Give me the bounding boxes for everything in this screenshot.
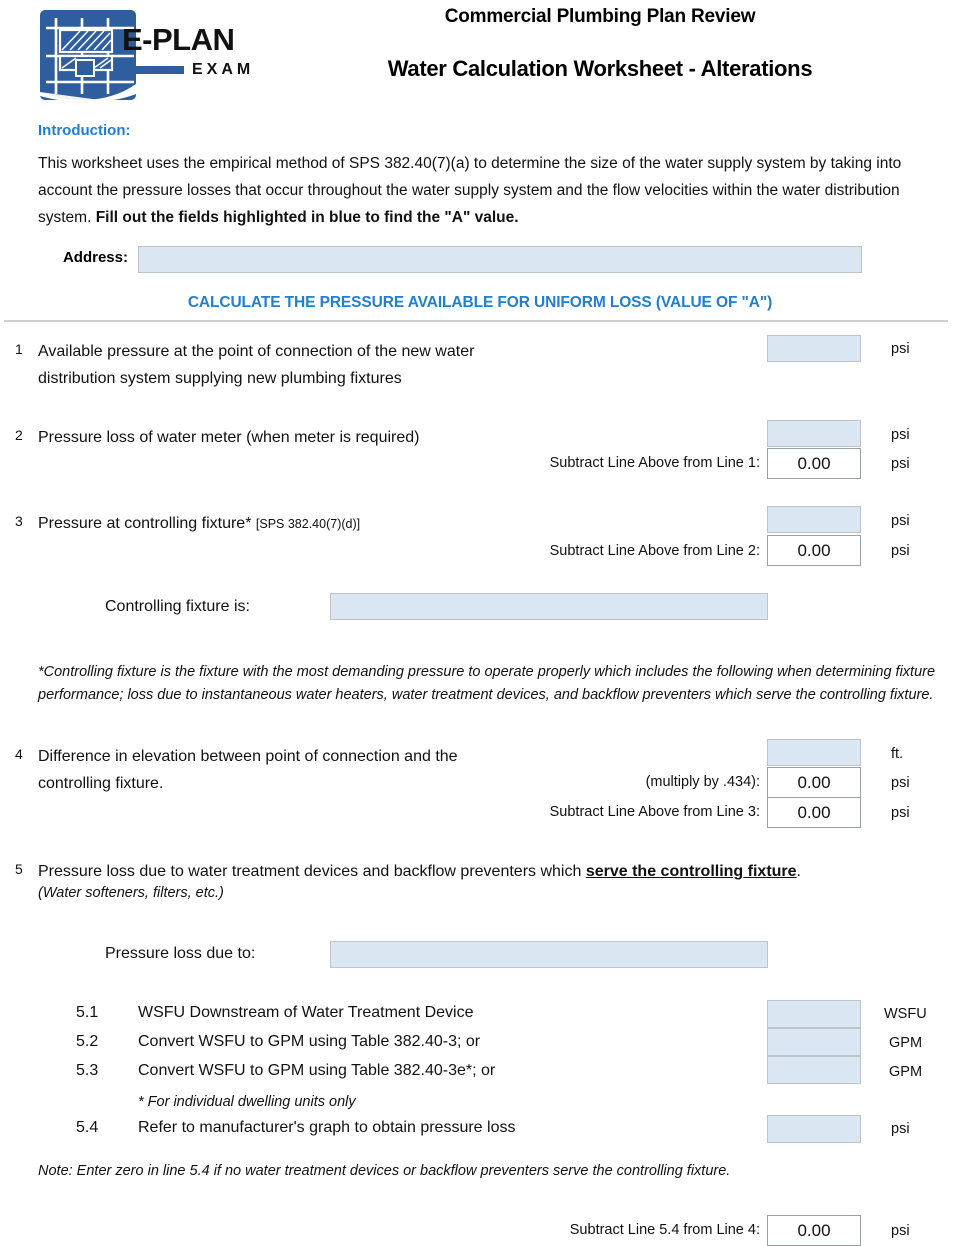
address-label: Address: [62, 249, 128, 266]
line-5-1-unit: WSFU [884, 1006, 927, 1022]
title-block [300, 6, 900, 82]
line-5-2-label: Convert WSFU to GPM using Table 382.40-3; or [138, 1033, 481, 1050]
line-5-number: 5 [15, 861, 23, 877]
line-4-multiply-value: 0.00 [767, 767, 861, 798]
dwelling-units-note: * For individual dwelling units only [138, 1094, 356, 1110]
footer-result-label: Subtract Line 5.4 from Line 4: [569, 1222, 760, 1238]
introduction-body-text: This worksheet uses the empirical method of SPS 382.40(7)(a) to determine the size of the water supply system by taking into account the pressure losses that occur throughout the water supply system and the flow velocities within the water distribution system. [38, 155, 902, 226]
line-3-number: 3 [15, 513, 23, 529]
line-5-1-number: 5.1 [76, 1004, 99, 1021]
line-5-4-unit: psi [891, 1121, 910, 1137]
introduction-heading: Introduction: [38, 122, 131, 139]
line-2-result-unit: psi [891, 456, 910, 472]
line-5-2-number: 5.2 [76, 1033, 99, 1050]
line-5-3-number: 5.3 [76, 1062, 99, 1079]
line-5-text [38, 858, 918, 885]
line-1-text [38, 338, 738, 392]
line-4-result-label: Subtract Line Above from Line 3: [549, 804, 760, 820]
line-5-4-number: 5.4 [76, 1119, 99, 1136]
line-4-result-value: 0.00 [767, 797, 861, 828]
line-2-input[interactable] [767, 420, 861, 447]
address-row [0, 246, 960, 274]
line-1-number: 1 [15, 341, 23, 357]
line-3-citation: [SPS 382.40(7)(d)] [255, 517, 361, 531]
brand-name-primary: E-PLAN [122, 22, 235, 57]
line-2-result-label: Subtract Line Above from Line 1: [549, 455, 760, 471]
pressure-loss-label: Pressure loss due to: [105, 945, 256, 962]
line-2-text: Pressure loss of water meter (when meter is required) [38, 429, 420, 446]
line-5-text-post: . [796, 863, 801, 880]
brand-wordmark [122, 24, 302, 86]
line-5-subtext: (Water softeners, filters, etc.) [38, 885, 224, 901]
pressure-loss-input[interactable] [330, 941, 768, 968]
line-4-multiply-unit: psi [891, 775, 910, 791]
page-title: Water Calculation Worksheet - Alterations [387, 56, 813, 81]
line-5-1-input[interactable] [767, 1000, 861, 1028]
line-4-multiply-label: (multiply by .434): [645, 774, 760, 790]
footer-result-value: 0.00 [767, 1215, 861, 1246]
line-5-3-unit: GPM [889, 1064, 923, 1080]
line-3-text [38, 510, 738, 538]
line-5-1-label: WSFU Downstream of Water Treatment Device [138, 1004, 474, 1021]
introduction-body-emphasis: Fill out the fields highlighted in blue to find the "A" value. [95, 209, 519, 226]
line-4-number: 4 [15, 746, 23, 762]
page-title-top: Commercial Plumbing Plan Review [444, 6, 756, 27]
section-divider [4, 320, 948, 322]
line-5-4-input[interactable] [767, 1115, 861, 1143]
line-2-number: 2 [15, 427, 23, 443]
line-5-text-pre: Pressure loss due to water treatment devices and backflow preventers which [38, 863, 586, 880]
line-3-result-value: 0.00 [767, 535, 861, 566]
line-4-input[interactable] [767, 739, 861, 766]
line-4-unit: ft. [891, 746, 904, 762]
line-4-text-row2: controlling fixture. [38, 775, 164, 792]
line-2-result-value: 0.00 [767, 448, 861, 479]
line-1-unit: psi [891, 341, 910, 357]
line-5-3-label: Convert WSFU to GPM using Table 382.40-3e*; or [138, 1062, 496, 1079]
brand-name-secondary: EXAM [192, 61, 255, 78]
section-heading: CALCULATE THE PRESSURE AVAILABLE FOR UNIFORM LOSS (VALUE OF "A") [187, 294, 773, 311]
line-3-result-label: Subtract Line Above from Line 2: [549, 543, 760, 559]
line-3-unit: psi [891, 513, 910, 529]
controlling-fixture-footnote: *Controlling fixture is the fixture with the most demanding pressure to operate properly which includes the following when determining fixture performance; loss due to instantaneous water heaters, water treatment devices, and backflow preventers which serve the controlling fixture. [38, 664, 936, 703]
line-3-input[interactable] [767, 506, 861, 533]
line-4-text-row1: Difference in elevation between point of connection and the [38, 748, 458, 765]
controlling-fixture-input[interactable] [330, 593, 768, 620]
page-header [0, 0, 960, 112]
line-1-input[interactable] [767, 335, 861, 362]
footer-result-unit: psi [891, 1223, 910, 1239]
line-3-result-unit: psi [891, 543, 910, 559]
line-5-note: Note: Enter zero in line 5.4 if no water treatment devices or backflow preventers serve the controlling fixture. [38, 1163, 731, 1179]
controlling-fixture-label: Controlling fixture is: [105, 598, 250, 615]
line-5-3-input[interactable] [767, 1056, 861, 1084]
brand-rule [122, 66, 184, 74]
line-4-result-unit: psi [891, 805, 910, 821]
introduction-body [38, 150, 943, 231]
line-5-2-unit: GPM [889, 1035, 923, 1051]
line-2-unit: psi [891, 427, 910, 443]
line-5-text-underline: serve the controlling fixture [585, 863, 797, 880]
line-1-text-row2: distribution system supplying new plumbing fixtures [38, 370, 402, 387]
line-5-4-label: Refer to manufacturer's graph to obtain pressure loss [138, 1119, 516, 1136]
line-3-text-main: Pressure at controlling fixture* [38, 515, 252, 532]
address-input[interactable] [138, 246, 862, 273]
line-5-2-input[interactable] [767, 1028, 861, 1056]
line-1-text-row1: Available pressure at the point of connection of the new water [38, 343, 475, 360]
